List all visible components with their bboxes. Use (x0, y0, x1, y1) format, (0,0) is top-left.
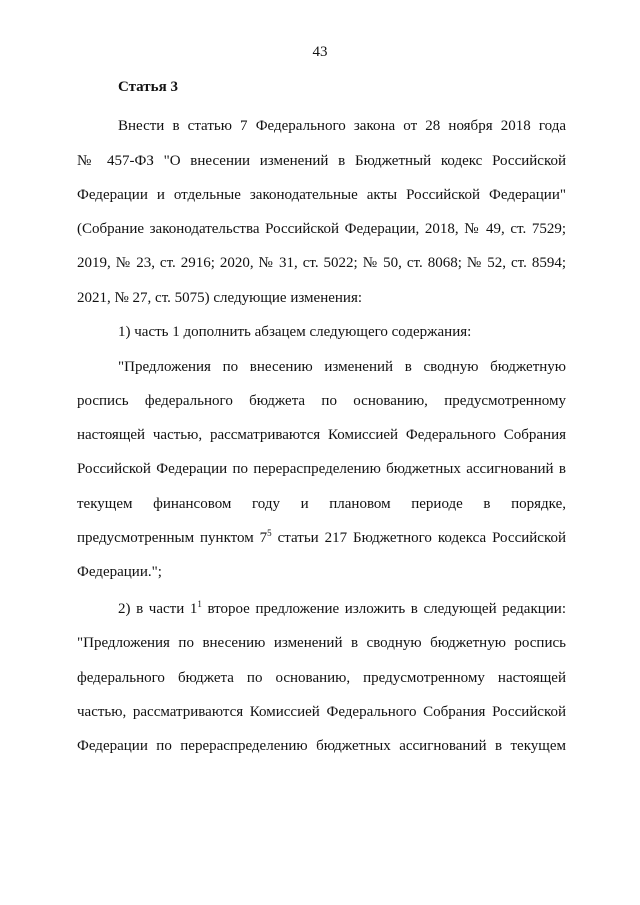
text-line: "Предложения по внесению изменений в сводную бюджетную (118, 359, 566, 375)
text-line: частью, рассматриваются Комиссией Федерального Собрания Российской (77, 704, 566, 720)
article-heading: Статья 3 (118, 79, 178, 95)
text-line: (Собрание законодательства Российской Федерации, 2018, № 49, ст. 7529; (77, 221, 566, 237)
text-line: 1) часть 1 дополнить абзацем следующего содержания: (118, 324, 472, 340)
text-fragment: 2) в части 1 (118, 601, 198, 617)
text-line: текущем финансовом году и плановом периоде в порядке, (77, 496, 566, 512)
text-line: 2019, № 23, ст. 2916; 2020, № 31, ст. 5022; № 50, ст. 8068; № 52, ст. 8594; (77, 255, 566, 271)
text-fragment: предусмотренным пунктом 7 (77, 530, 268, 546)
text-line: "Предложения по внесению изменений в сводную бюджетную роспись (77, 635, 566, 651)
text-line: Федерации."; (77, 564, 162, 580)
text-fragment: второе предложение изложить в следующей редакции: (207, 601, 567, 617)
text-line: Внести в статью 7 Федерального закона от 28 ноября 2018 года (118, 118, 566, 134)
text-line (77, 529, 566, 547)
text-line: Федерации и отдельные законодательные акты Российской Федерации" (77, 187, 566, 203)
text-line: Российской Федерации по перераспределению бюджетных ассигнований в (77, 461, 566, 477)
text-line: настоящей частью, рассматриваются Комиссией Федерального Собрания (77, 427, 566, 443)
superscript: 5 (267, 528, 272, 538)
text-line: 2021, № 27, ст. 5075) следующие изменения: (77, 290, 363, 306)
text-fragment: статьи 217 Бюджетного кодекса Российской (277, 530, 567, 546)
text-line: роспись федерального бюджета по основанию, предусмотренному (77, 393, 566, 409)
text-line (118, 600, 566, 618)
text-line: № 457-ФЗ "О внесении изменений в Бюджетный кодекс Российской (77, 153, 566, 169)
page-number: 43 (312, 44, 328, 60)
text-line: Федерации по перераспределению бюджетных ассигнований в текущем (77, 738, 566, 754)
superscript: 1 (197, 599, 202, 609)
text-line: федерального бюджета по основанию, предусмотренному настоящей (77, 670, 566, 686)
